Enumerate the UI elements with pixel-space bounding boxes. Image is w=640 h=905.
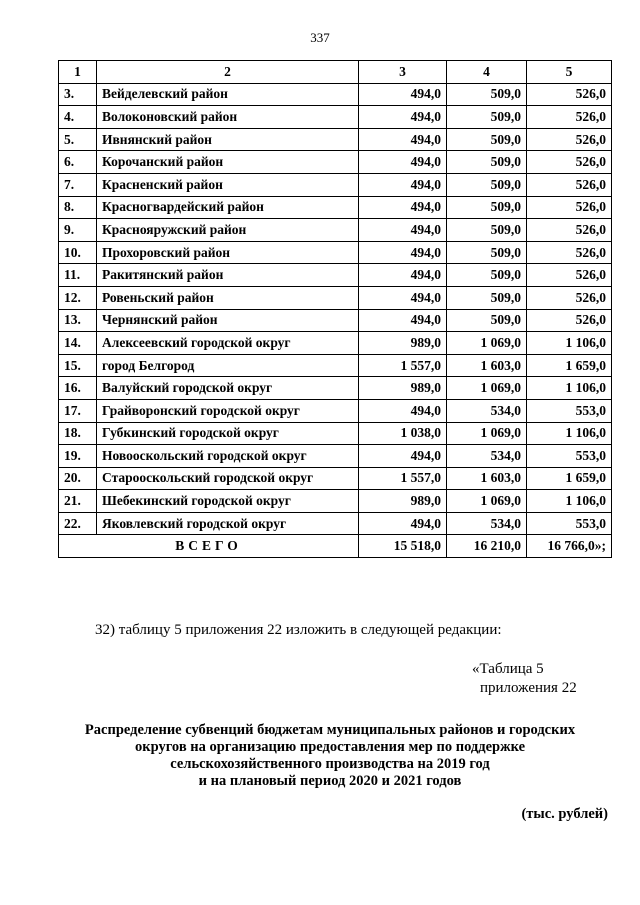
value-2021: 526,0 xyxy=(527,128,612,151)
value-2021: 553,0 xyxy=(527,445,612,468)
table-row xyxy=(59,151,612,174)
row-number: 9. xyxy=(59,219,97,242)
value-2020: 509,0 xyxy=(447,286,527,309)
value-2020: 509,0 xyxy=(447,264,527,287)
value-2021: 1 659,0 xyxy=(527,467,612,490)
value-2021: 526,0 xyxy=(527,196,612,219)
district-name: Новооскольский городской округ xyxy=(97,445,359,468)
row-number: 22. xyxy=(59,512,97,535)
value-2019: 494,0 xyxy=(359,512,447,535)
row-number: 17. xyxy=(59,399,97,422)
caption-line: «Таблица 5 xyxy=(472,661,544,677)
value-2019: 989,0 xyxy=(359,332,447,355)
district-name: Яковлевский городской округ xyxy=(97,512,359,535)
row-number: 5. xyxy=(59,128,97,151)
table-row xyxy=(59,445,612,468)
heading-line: Распределение субвенций бюджетам муниципальных районов и городских xyxy=(84,722,576,738)
value-2021: 526,0 xyxy=(527,264,612,287)
value-2021: 553,0 xyxy=(527,399,612,422)
table-row xyxy=(59,83,612,106)
total-value-2019: 15 518,0 xyxy=(359,535,447,558)
value-2021: 526,0 xyxy=(527,83,612,106)
document-heading xyxy=(40,722,620,790)
value-2021: 526,0 xyxy=(527,219,612,242)
table-row xyxy=(59,128,612,151)
value-2019: 494,0 xyxy=(359,106,447,129)
table-body xyxy=(59,83,612,535)
value-2019: 494,0 xyxy=(359,264,447,287)
district-name: Вейделевский район xyxy=(97,83,359,106)
value-2021: 526,0 xyxy=(527,173,612,196)
value-2020: 509,0 xyxy=(447,219,527,242)
row-number: 8. xyxy=(59,196,97,219)
table-row xyxy=(59,422,612,445)
subvention-table xyxy=(58,60,612,558)
value-2020: 509,0 xyxy=(447,151,527,174)
value-2019: 494,0 xyxy=(359,219,447,242)
row-number: 15. xyxy=(59,354,97,377)
district-name: Грайворонский городской округ xyxy=(97,399,359,422)
column-header: 1 xyxy=(59,61,97,84)
value-2020: 509,0 xyxy=(447,128,527,151)
value-2021: 526,0 xyxy=(527,241,612,264)
heading-line: округов на организацию предоставления мер по поддержке xyxy=(134,739,526,755)
value-2020: 1 069,0 xyxy=(447,332,527,355)
value-2020: 1 603,0 xyxy=(447,354,527,377)
district-name: Чернянский район xyxy=(97,309,359,332)
district-name: Красненский район xyxy=(97,173,359,196)
page-number: 337 xyxy=(310,30,330,45)
value-2020: 534,0 xyxy=(447,512,527,535)
row-number: 21. xyxy=(59,490,97,513)
row-number: 16. xyxy=(59,377,97,400)
table-row xyxy=(59,106,612,129)
total-value-2021: 16 766,0»; xyxy=(527,535,612,558)
row-number: 18. xyxy=(59,422,97,445)
heading-line: сельскохозяйственного производства на 2019 год xyxy=(170,756,490,772)
instruction-text: 32) таблицу 5 приложения 22 изложить в следующей редакции: xyxy=(95,622,502,638)
total-value-2020: 16 210,0 xyxy=(447,535,527,558)
district-name: Ровеньский район xyxy=(97,286,359,309)
district-name: Красногвардейский район xyxy=(97,196,359,219)
value-2020: 509,0 xyxy=(447,106,527,129)
value-2019: 494,0 xyxy=(359,445,447,468)
value-2021: 1 106,0 xyxy=(527,422,612,445)
district-name: Корочанский район xyxy=(97,151,359,174)
district-name: Губкинский городской округ xyxy=(97,422,359,445)
table-row xyxy=(59,196,612,219)
table-row xyxy=(59,219,612,242)
district-name: Волоконовский район xyxy=(97,106,359,129)
district-name: Ракитянский район xyxy=(97,264,359,287)
value-2020: 509,0 xyxy=(447,173,527,196)
row-number: 20. xyxy=(59,467,97,490)
table-row xyxy=(59,467,612,490)
value-2021: 1 106,0 xyxy=(527,490,612,513)
table-row xyxy=(59,332,612,355)
table-row xyxy=(59,354,612,377)
column-header: 4 xyxy=(447,61,527,84)
district-name: Краснояружский район xyxy=(97,219,359,242)
value-2020: 509,0 xyxy=(447,83,527,106)
district-name: Старооскольский городской округ xyxy=(97,467,359,490)
value-2020: 534,0 xyxy=(447,445,527,468)
units-label: (тыс. рублей) xyxy=(521,806,608,822)
row-number: 3. xyxy=(59,83,97,106)
value-2019: 1 038,0 xyxy=(359,422,447,445)
row-number: 12. xyxy=(59,286,97,309)
row-number: 4. xyxy=(59,106,97,129)
caption-line: приложения 22 xyxy=(480,680,577,696)
value-2021: 1 106,0 xyxy=(527,332,612,355)
value-2019: 494,0 xyxy=(359,196,447,219)
value-2021: 526,0 xyxy=(527,151,612,174)
column-header: 3 xyxy=(359,61,447,84)
total-row xyxy=(59,535,612,558)
value-2019: 494,0 xyxy=(359,128,447,151)
value-2019: 989,0 xyxy=(359,377,447,400)
row-number: 11. xyxy=(59,264,97,287)
table-row xyxy=(59,241,612,264)
row-number: 14. xyxy=(59,332,97,355)
district-name: Шебекинский городской округ xyxy=(97,490,359,513)
district-name: Алексеевский городской округ xyxy=(97,332,359,355)
table-row xyxy=(59,173,612,196)
table-header-row xyxy=(59,61,612,84)
table-row xyxy=(59,377,612,400)
value-2020: 509,0 xyxy=(447,241,527,264)
column-header: 5 xyxy=(527,61,612,84)
district-name: город Белгород xyxy=(97,354,359,377)
district-name: Валуйский городской округ xyxy=(97,377,359,400)
value-2019: 494,0 xyxy=(359,151,447,174)
value-2019: 494,0 xyxy=(359,286,447,309)
value-2019: 494,0 xyxy=(359,399,447,422)
row-number: 6. xyxy=(59,151,97,174)
value-2019: 494,0 xyxy=(359,83,447,106)
value-2020: 1 069,0 xyxy=(447,490,527,513)
value-2021: 526,0 xyxy=(527,106,612,129)
table-row xyxy=(59,490,612,513)
row-number: 19. xyxy=(59,445,97,468)
total-label: ВСЕГО xyxy=(59,535,359,558)
table-row xyxy=(59,264,612,287)
heading-line: и на плановый период 2020 и 2021 годов xyxy=(198,773,462,789)
table-row xyxy=(59,286,612,309)
value-2019: 1 557,0 xyxy=(359,467,447,490)
row-number: 7. xyxy=(59,173,97,196)
value-2020: 534,0 xyxy=(447,399,527,422)
table-row xyxy=(59,399,612,422)
district-name: Прохоровский район xyxy=(97,241,359,264)
value-2020: 509,0 xyxy=(447,196,527,219)
value-2021: 526,0 xyxy=(527,286,612,309)
value-2019: 1 557,0 xyxy=(359,354,447,377)
value-2021: 526,0 xyxy=(527,309,612,332)
value-2020: 1 069,0 xyxy=(447,377,527,400)
value-2019: 989,0 xyxy=(359,490,447,513)
column-header: 2 xyxy=(97,61,359,84)
row-number: 13. xyxy=(59,309,97,332)
row-number: 10. xyxy=(59,241,97,264)
value-2021: 1 106,0 xyxy=(527,377,612,400)
value-2020: 509,0 xyxy=(447,309,527,332)
value-2019: 494,0 xyxy=(359,241,447,264)
value-2020: 1 603,0 xyxy=(447,467,527,490)
value-2019: 494,0 xyxy=(359,173,447,196)
table-row xyxy=(59,512,612,535)
value-2019: 494,0 xyxy=(359,309,447,332)
district-name: Ивнянский район xyxy=(97,128,359,151)
value-2020: 1 069,0 xyxy=(447,422,527,445)
value-2021: 553,0 xyxy=(527,512,612,535)
table-row xyxy=(59,309,612,332)
table-caption xyxy=(472,660,577,698)
value-2021: 1 659,0 xyxy=(527,354,612,377)
